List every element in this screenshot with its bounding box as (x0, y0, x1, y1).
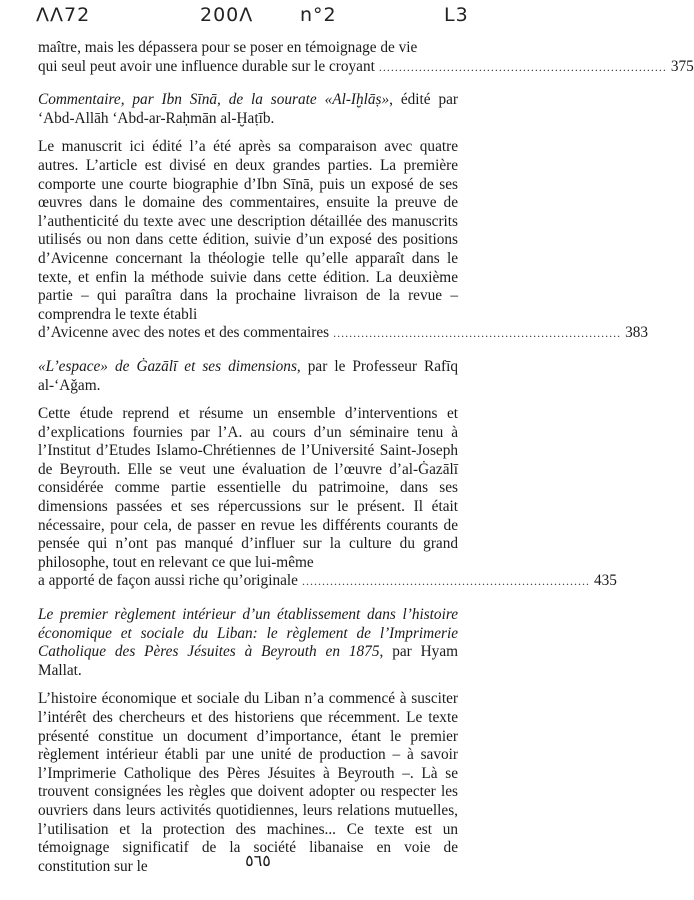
dot-leader: ........................................................................ (333, 326, 622, 341)
toc-line (38, 572, 617, 591)
toc-line-text: a apporté de façon aussi riche qu’originale (38, 572, 298, 590)
handwritten-code: L3 (444, 4, 469, 26)
continuation-line: maître, mais les dépassera pour se poser en témoignage de vie (38, 39, 418, 56)
entry-title: Commentaire, par Ibn Sīnā, de la sourate «Al-Iḫlāṣ» (38, 91, 390, 109)
page-ref: 383 (625, 324, 649, 342)
toc-line-text: d’Avicenne avec des notes et des commentaires (38, 324, 330, 342)
dot-leader: ........................................................................ (301, 574, 590, 589)
entry-summary: Cette étude reprend et résume un ensemble d’interventions et d’explications fournies par l’A. au cours d’un séminaire tenu à l’Institut d’Etudes Islamo-Chrétiennes de l’Université Saint-Joseph de Beyrouth. Elle se veut une évaluation de l’œuvre d’al-Ġazālī considérée comme partie essentielle du patrimoine, dans ses dimensions passées et ses répercussions sur le présent. Il était nécessaire, pour cela, de passer en revue les différents courants de pensée qui n’ont pas manqué d’influer sur la culture du grand philosophe, tout en relevant ce que lui-même (38, 405, 458, 571)
entry-author: , par Hyam Mallat. (38, 643, 459, 679)
entry-heading (38, 91, 458, 128)
entry-title: Le premier règlement intérieur d’un établissement dans l’histoire économique et sociale du Liban: le règlement de l’Imprimerie Catholique des Pères Jésuites à Beyrouth en 1875 (38, 606, 458, 661)
entry-summary: L’histoire économique et sociale du Liban n’a commencé à susciter l’intérêt des chercheurs et des historiens que récemment. Le texte présenté constitue un document d’importance, étant le premier règlement intérieur établi par une unité de production – à savoir l’Imprimerie Catholique des Pères Jésuites à Beyrouth –. Là se trouvent consignées les règles que doivent adopter ou respecter les ouvriers dans leurs activités quotidiennes, leurs relations mutuelles, l’utilisation et la protection des machines... Ce texte est un témoignage significatif de la société libanaise en voie de constitution sur le (38, 690, 458, 875)
page-number: ٥٦٥ (245, 853, 271, 870)
page-ref: 375 (670, 57, 694, 75)
entry-editor: , édité par ‘Abd-Allāh ‘Abd-ar-Raḥmān al-Ḫaṭīb. (38, 91, 458, 127)
handwritten-ref: ΛΛ72 (36, 4, 91, 26)
page-ref: 435 (593, 572, 617, 590)
entry-author: , par le Professeur Rafīq al-‘Aǧam. (38, 357, 458, 394)
entry-ibn-sina (38, 91, 649, 343)
entry-summary: Le manuscrit ici édité l’a été après sa comparaison avec quatre autres. L’article est divisé en deux grandes parties. La première comporte une courte biographie d’Ibn Sīnā, puis un exposé de ses œuvres dans le domaine des commentaires, ensuite la preuve de l’authenticité du texte avec une description détaillée des manuscrits utilisés ou non dans cette édition, suivie d’un exposé des positions d’Avicenne concernant la théologie telle qu’elle apparaît dans le texte, et enfin la méthode suivie dans cette édition. La deuxième partie – qui paraîtra dans la prochaine livraison de la revue – comprendra le texte établi (38, 138, 458, 323)
handwritten-year: 200Λ (200, 4, 254, 26)
entry-title: «L’espace» de Ġazālī et ses dimensions (38, 357, 297, 375)
entry-heading (38, 358, 458, 395)
toc-line (38, 324, 649, 343)
continuation-block (38, 39, 694, 76)
entry-imprimerie (38, 606, 492, 876)
dot-leader: ........................................................................ (378, 59, 667, 74)
toc-line (38, 57, 694, 77)
entry-ghazali (38, 357, 617, 591)
handwritten-number: n°2 (300, 4, 337, 26)
page-body (38, 39, 694, 876)
toc-line-text: qui seul peut avoir une influence durable sur le croyant (38, 57, 375, 75)
entry-heading (38, 606, 458, 680)
